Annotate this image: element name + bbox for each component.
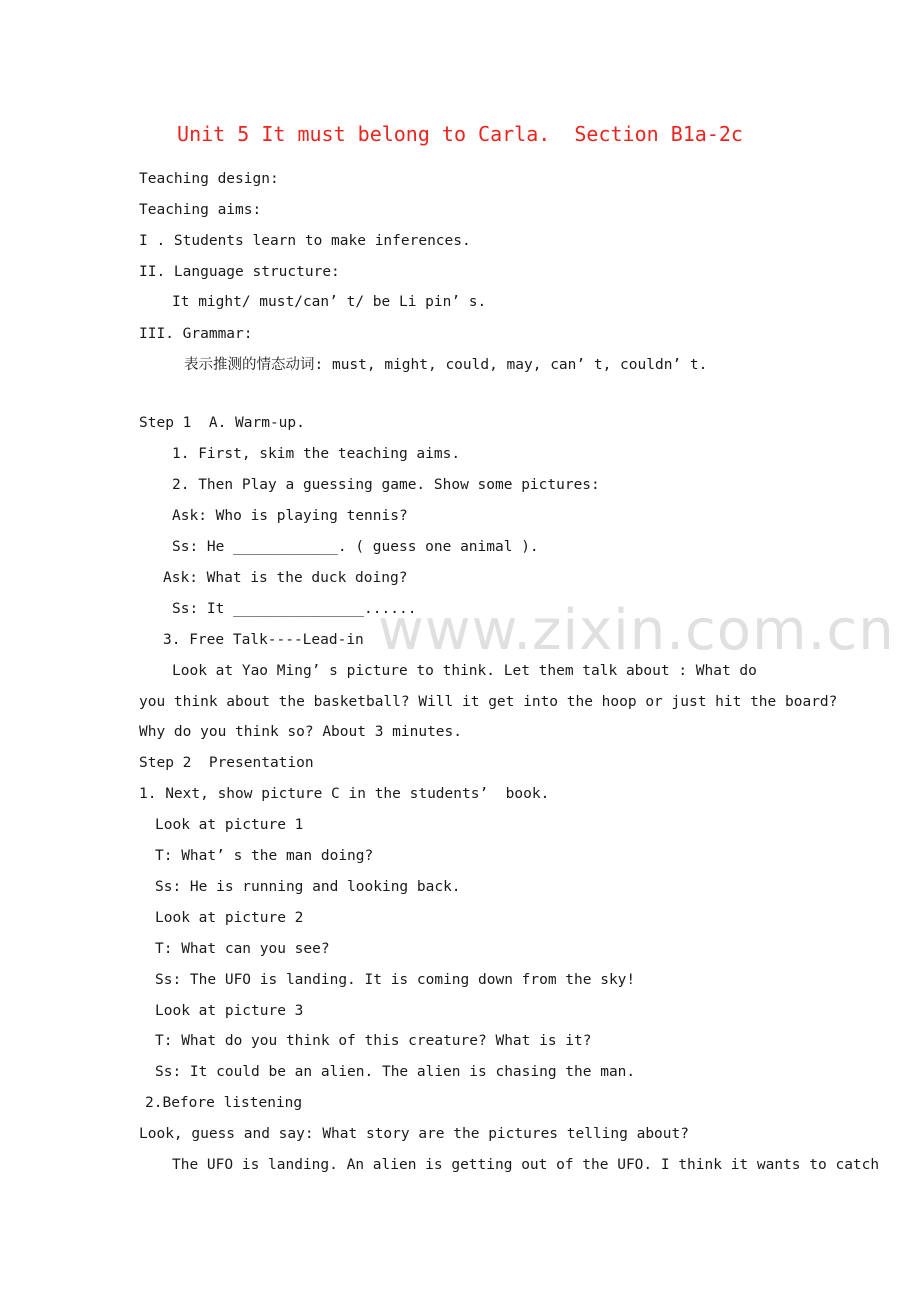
text-line: Look at Yao Ming’ s picture to think. Let them talk about : What do — [172, 663, 757, 679]
text-line: Teaching design: — [139, 171, 279, 187]
text-line: you think about the basketball? Will it get into the hoop or just hit the board? — [139, 694, 838, 710]
text-line: III. Grammar: — [139, 326, 253, 342]
text-line: I . Students learn to make inferences. — [139, 233, 471, 249]
text-line: 1. Next, show picture C in the students’ book. — [139, 786, 550, 802]
text-line: Ss: He ____________. ( guess one animal ). — [172, 539, 539, 555]
text-line: II. Language structure: — [139, 264, 340, 280]
text-line: T: What’ s the man doing? — [155, 848, 374, 864]
text-line: Ask: What is the duck doing? — [163, 570, 408, 586]
watermark: www.zixin.com.cn — [378, 598, 895, 663]
text-line: Look at picture 1 — [155, 817, 304, 833]
text-line: 2.Before listening — [145, 1095, 303, 1111]
step-heading: Step 1 A. Warm-up. — [139, 415, 305, 431]
text-line: T: What do you think of this creature? What is it? — [155, 1033, 592, 1049]
text-line: T: What can you see? — [155, 941, 330, 957]
text-line: Ss: The UFO is landing. It is coming down from the sky! — [155, 972, 636, 988]
text-line: It might/ must/can’ t/ be Li pin’ s. — [172, 294, 487, 310]
step-heading: Step 2 Presentation — [139, 755, 314, 771]
text-line: Ss: It could be an alien. The alien is chasing the man. — [155, 1064, 636, 1080]
text-line: 3. Free Talk----Lead-in — [163, 632, 364, 648]
text-line: 表示推测的情态动词: must, might, could, may, can’ t, couldn’ t. — [184, 357, 708, 373]
text-line: Look, guess and say: What story are the pictures telling about? — [139, 1126, 689, 1142]
text-line: Why do you think so? About 3 minutes. — [139, 724, 463, 740]
text-line: Teaching aims: — [139, 202, 262, 218]
text-line: Ss: It _______________...... — [172, 601, 417, 617]
text-line: Look at picture 2 — [155, 910, 304, 926]
text-line: 2. Then Play a guessing game. Show some pictures: — [172, 477, 600, 493]
document-title: Unit 5 It must belong to Carla. Section B1a-2c — [177, 122, 743, 146]
text-line: Ss: He is running and looking back. — [155, 879, 461, 895]
text-line: 1. First, skim the teaching aims. — [172, 446, 461, 462]
text-line: Look at picture 3 — [155, 1003, 304, 1019]
text-line: The UFO is landing. An alien is getting out of the UFO. I think it wants to catch — [172, 1157, 880, 1173]
text-line: Ask: Who is playing tennis? — [172, 508, 408, 524]
